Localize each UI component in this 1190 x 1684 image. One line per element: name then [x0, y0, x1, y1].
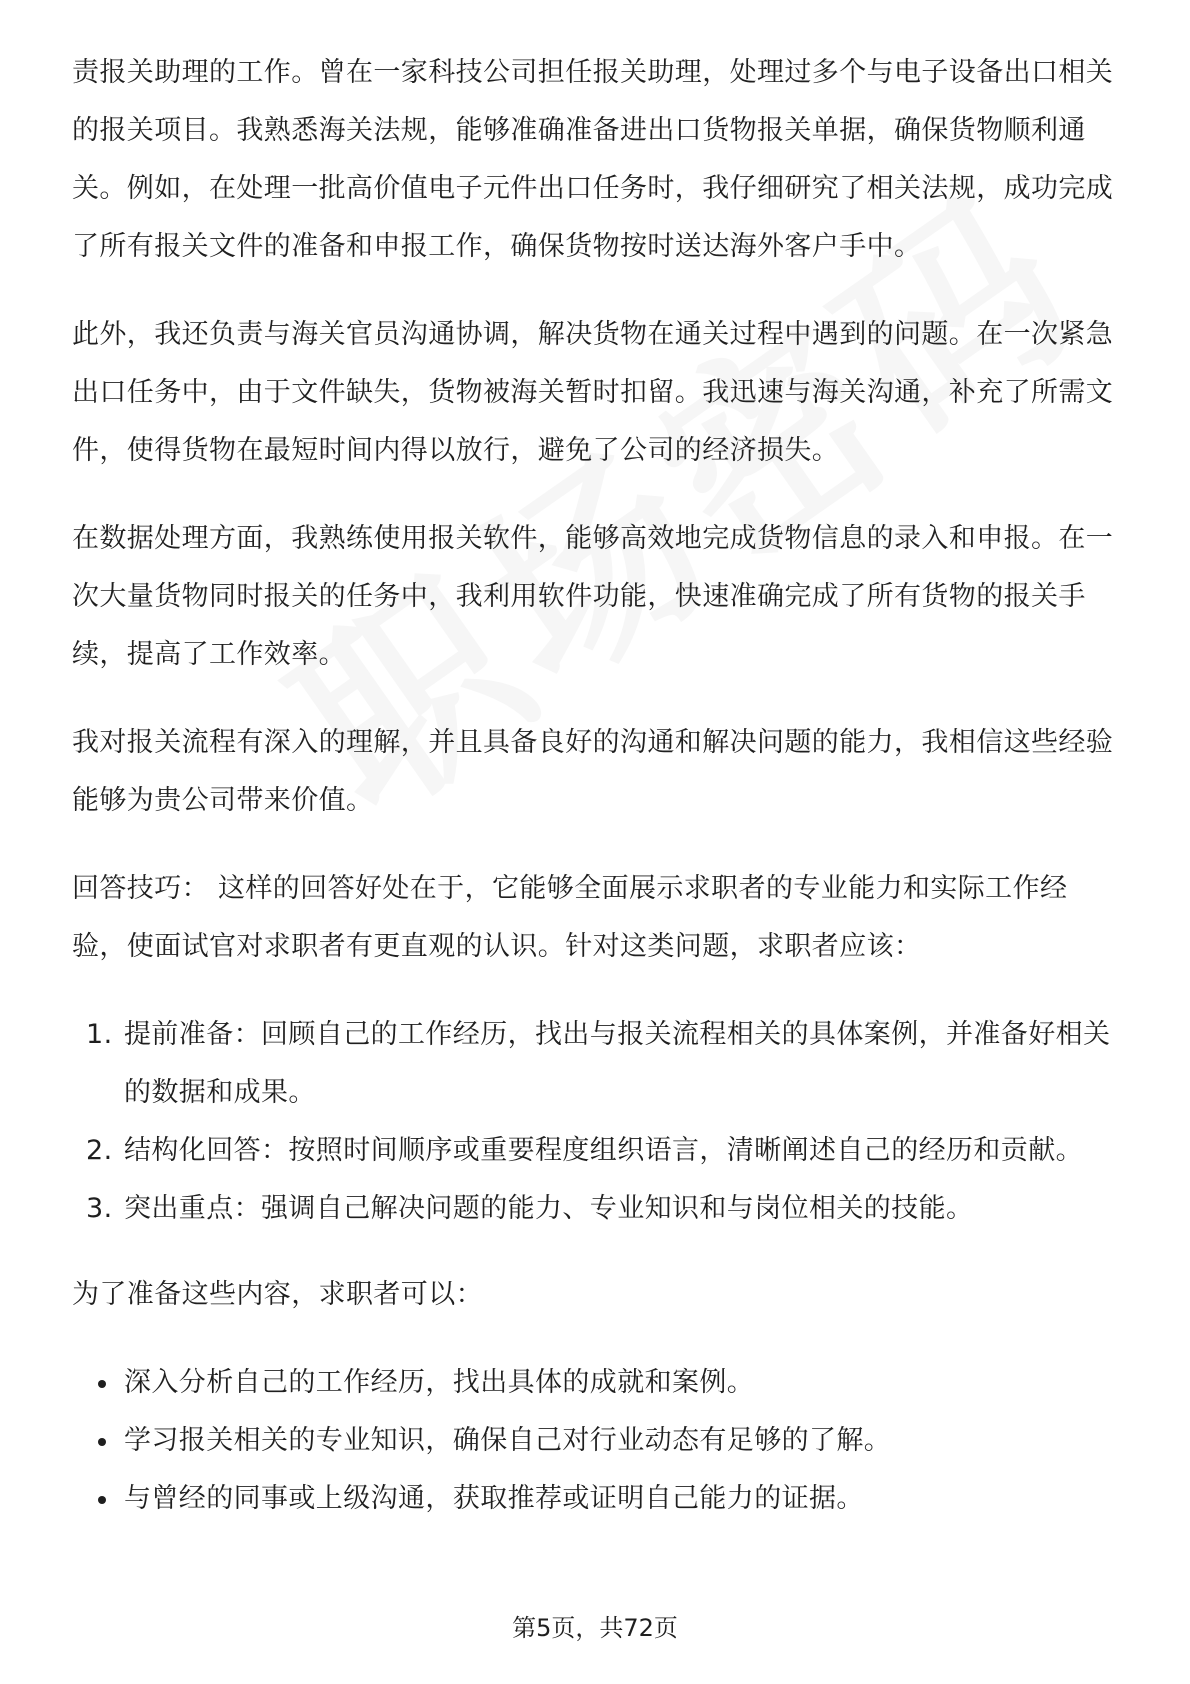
paragraph-conclusion: 我对报关流程有深入的理解，并且具备良好的沟通和解决问题的能力，我相信这些经验能够为贵公司带来价值。	[72, 727, 1114, 816]
paragraph-data-processing: 在数据处理方面，我熟练使用报关软件，能够高效地完成货物信息的录入和申报。在一次大量货物同时报关的任务中，我利用软件功能，快速准确完成了所有货物的报关手续，提高了工作效率。	[72, 523, 1114, 670]
paragraph-experience: 责报关助理的工作。曾在一家科技公司担任报关助理，处理过多个与电子设备出口相关的报关项目。我熟悉海关法规，能够准确准备进出口货物报关单据，确保货物顺利通关。例如，在处理一批高价值电子元件出口任务时，我仔细研究了相关法规，成功完成了所有报关文件的准备和申报工作，确保货物按时送达海外客户手中。	[72, 57, 1114, 262]
list-item	[72, 1412, 1122, 1470]
list-item	[72, 1122, 1122, 1180]
list-item-text: 突出重点：强调自己解决问题的能力、专业知识和与岗位相关的技能。	[124, 1193, 974, 1224]
list-item	[72, 1006, 1122, 1122]
list-item-text: 结构化回答：按照时间顺序或重要程度组织语言，清晰阐述自己的经历和贡献。	[124, 1135, 1083, 1166]
list-item-text: 学习报关相关的专业知识，确保自己对行业动态有足够的了解。	[124, 1425, 892, 1456]
page-number-footer: 第5页，共72页	[512, 1614, 678, 1642]
list-item	[72, 1470, 1122, 1528]
list-item	[72, 1354, 1122, 1412]
list-item-text: 与曾经的同事或上级沟通，获取推荐或证明自己能力的证据。	[124, 1483, 864, 1514]
list-number: 3.	[86, 1193, 113, 1224]
bullet-icon	[98, 1438, 106, 1446]
list-number: 1.	[86, 1019, 113, 1050]
paragraph-tips: 回答技巧： 这样的回答好处在于，它能够全面展示求职者的专业能力和实际工作经验，使面试官对求职者有更直观的认识。针对这类问题，求职者应该：	[72, 873, 1068, 962]
paragraph-communication: 此外，我还负责与海关官员沟通协调，解决货物在通关过程中遇到的问题。在一次紧急出口任务中，由于文件缺失，货物被海关暂时扣留。我迅速与海关沟通，补充了所需文件，使得货物在最短时间内得以放行，避免了公司的经济损失。	[72, 319, 1114, 466]
document-body	[72, 44, 1122, 1556]
bullet-list	[72, 1354, 1122, 1528]
list-number: 2.	[86, 1135, 113, 1166]
bullet-icon	[98, 1380, 106, 1388]
list-item-text: 提前准备：回顾自己的工作经历，找出与报关流程相关的具体案例，并准备好相关的数据和成果。	[124, 1019, 1111, 1108]
list-item-text: 深入分析自己的工作经历，找出具体的成就和案例。	[124, 1367, 755, 1398]
paragraph-prep-intro: 为了准备这些内容，求职者可以：	[72, 1279, 483, 1310]
list-item	[72, 1180, 1122, 1238]
bullet-icon	[98, 1496, 106, 1504]
ordered-list	[72, 1006, 1122, 1238]
